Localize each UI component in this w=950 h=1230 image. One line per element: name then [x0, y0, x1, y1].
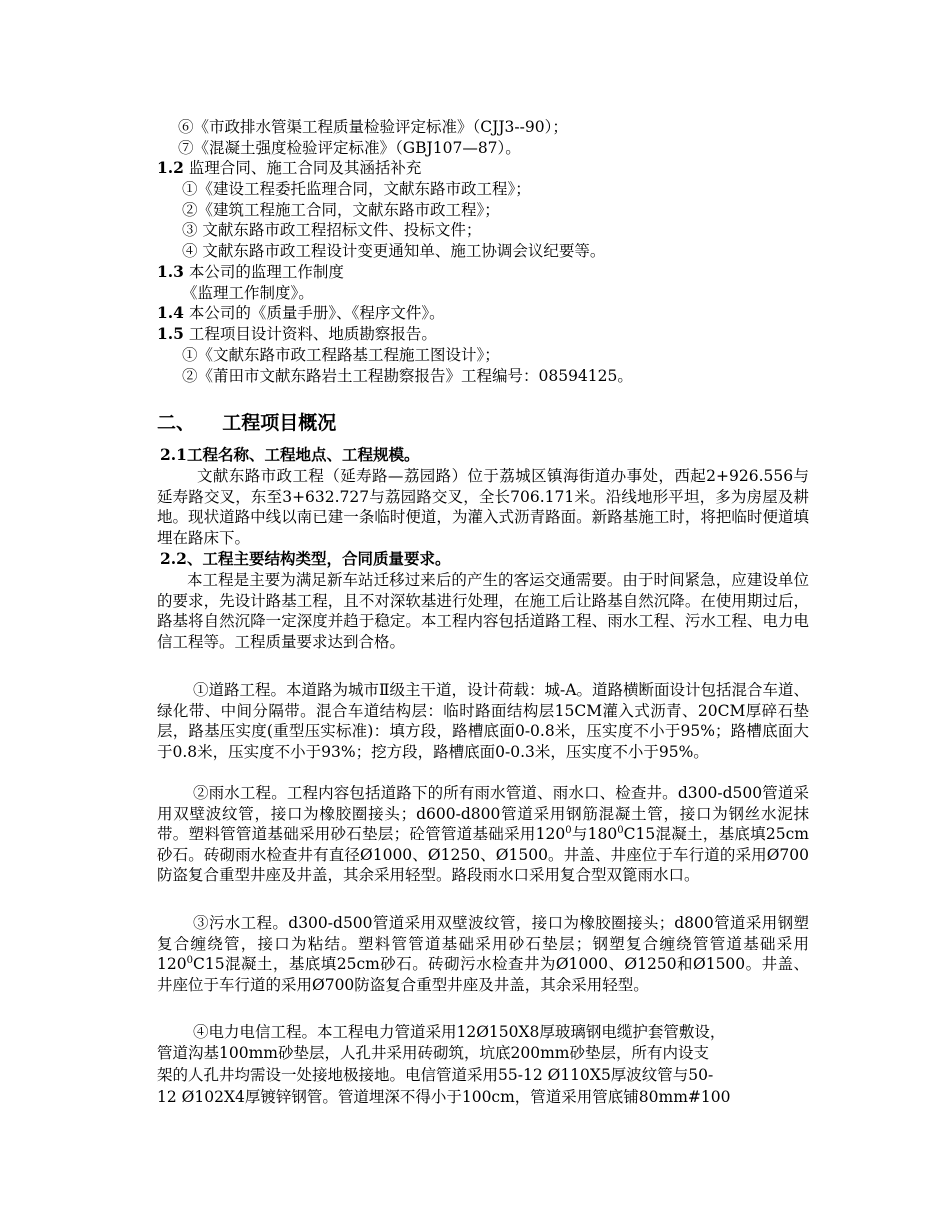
contract-item-1: ①《建设工程委托监理合同，文献东路市政工程》； — [182, 180, 531, 198]
sewage-text-b: C15混凝土，基底填25cm砂石。砖砌污水检查井为Ø1000、Ø1250和Ø1500。井盖、井座位于车行道的采用Ø700防盗复合重型井座及井盖，其余采用轻型。 — [157, 955, 809, 994]
sewage-degree: 0 — [186, 955, 193, 967]
contract-item-3: ③ 文献东路市政工程招标文件、投标文件； — [182, 221, 482, 239]
section-2-2-heading: 2.2、工程主要结构类型，合同质量要求。 — [160, 549, 451, 568]
power-telecom-line-1: ④电力电信工程。本工程电力管道采用12Ø150X8厚玻璃钢电缆护套管敷设， — [193, 1023, 726, 1041]
section-1-3-number: 1.3 — [157, 262, 184, 281]
rainwater-text-c: C15混凝土，基底填25cm砂石。砖砌雨水检查井有直径Ø1000、Ø1250、Ø1500。井盖、井座位于车行道的采用Ø700防盗复合重型井座及井盖，其余采用轻型。路段雨水口采用复合型双篦雨水口。 — [157, 825, 810, 885]
section-1-3-title: 本公司的监理工作制度 — [188, 263, 344, 281]
rainwater-text-b: 与180 — [571, 825, 618, 844]
section-1-4-number: 1.4 — [157, 303, 184, 322]
rainwater-text-a: ②雨水工程。工程内容包括道路下的所有雨水管道、雨水口、检查井。d300-d500管道采用双壁波纹管，接口为橡胶圈接头；d600-d800管道采用钢筋混凝土管，接口为钢丝水泥抹带。塑料管管道基础采用砂石垫层；砼管管道基础采用120 — [157, 784, 809, 844]
section-1-5-number: 1.5 — [157, 324, 184, 343]
section-1-2-number: 1.2 — [157, 158, 184, 177]
section-1-4-title: 本公司的《质量手册》、《程序文件》。 — [188, 304, 445, 322]
road-works-paragraph: ①道路工程。本道路为城市Ⅱ级主干道，设计荷载：城-A。道路横断面设计包括混合车道、绿化带、中间分隔带。混合车道结构层：临时路面结构层15CM灌入式沥青、20CM厚碎石垫层，路基压实度(重型压实标准)：填方段，路槽底面0-0.8米，压实度不小于95%；路槽底面大于0.8米，压实度不小于93%；挖方段，路槽底面0-0.3米，压实度不小于95%。 — [157, 681, 809, 761]
section-2-heading — [157, 410, 336, 436]
supervision-rules-item: 《监理工作制度》。 — [182, 284, 314, 302]
rainwater-degree-1: 0 — [565, 825, 572, 837]
contract-item-4: ④ 文献东路市政工程设计变更通知单、施工协调会议纪要等。 — [182, 242, 606, 260]
section-2-1-heading: 2.1工程名称、工程地点、工程规模。 — [160, 445, 420, 464]
sewage-text-a: ③污水工程。d300-d500管道采用双壁波纹管，接口为橡胶圈接头；d800管道采用钢塑复合缠绕管，接口为粘结。塑料管管道基础采用砂石垫层；钢塑复合缠绕管管道基础采用120 — [157, 914, 809, 974]
section-1-4-heading — [157, 303, 445, 324]
section-1-3-heading — [157, 262, 344, 283]
contract-item-2: ②《建筑工程施工合同，文献东路市政工程》； — [182, 201, 500, 219]
rainwater-degree-2: 0 — [617, 825, 624, 837]
rainwater-works-paragraph — [157, 783, 809, 886]
power-telecom-line-2: 管道沟基100mm砂垫层，人孔井采用砖砌筑，坑底200mm砂垫层，所有内设支 — [157, 1044, 709, 1062]
section-1-2-heading — [157, 158, 421, 179]
section-2-1-body: 文献东路市政工程（延寿路—荔园路）位于荔城区镇海街道办事处，西起2+926.556与延寿路交叉，东至3+632.727与荔园路交叉，全长706.171米。沿线地形平坦，多为房屋及耕地。现状道路中线以南已建一条临时便道，为灌入式沥青路面。新路基施工时，将把临时便道填埋在路床下。 — [157, 467, 809, 547]
power-telecom-line-4: 12 Ø102X4厚镀锌钢管。管道埋深不得小于100cm，管道采用管底铺80mm#100 — [157, 1088, 731, 1106]
design-doc-item-2: ②《莆田市文献东路岩土工程勘察报告》工程编号：08594125。 — [182, 367, 633, 385]
reference-item-7: ⑦《混凝土强度检验评定标准》（GBJ107—87）。 — [178, 139, 521, 157]
sewage-works-paragraph — [157, 913, 809, 995]
design-doc-item-1: ①《文献东路市政工程路基工程施工图设计》； — [182, 346, 500, 364]
power-telecom-line-3: 架的人孔井均需设一处接地极接地。电信管道采用55-12 Ø110X5厚波纹管与50- — [157, 1066, 714, 1084]
section-2-2-body: 本工程是主要为满足新车站迁移过来后的产生的客运交通需要。由于时间紧急，应建设单位的要求，先设计路基工程，且不对深软基进行处理，在施工后让路基自然沉降。在使用期过后，路基将自然沉降一定深度并趋于稳定。本工程内容包括道路工程、雨水工程、污水工程、电力电信工程等。工程质量要求达到合格。 — [157, 571, 809, 651]
section-2-number: 二、 — [157, 412, 196, 434]
section-1-2-title: 监理合同、施工合同及其涵括补充 — [188, 159, 422, 177]
section-1-5-title: 工程项目设计资料、地质勘察报告。 — [188, 325, 437, 343]
section-1-5-heading — [157, 324, 437, 345]
section-2-title: 工程项目概况 — [222, 412, 337, 434]
reference-item-6: ⑥《市政排水管渠工程质量检验评定标准》（CJJ3--90）； — [178, 118, 568, 136]
